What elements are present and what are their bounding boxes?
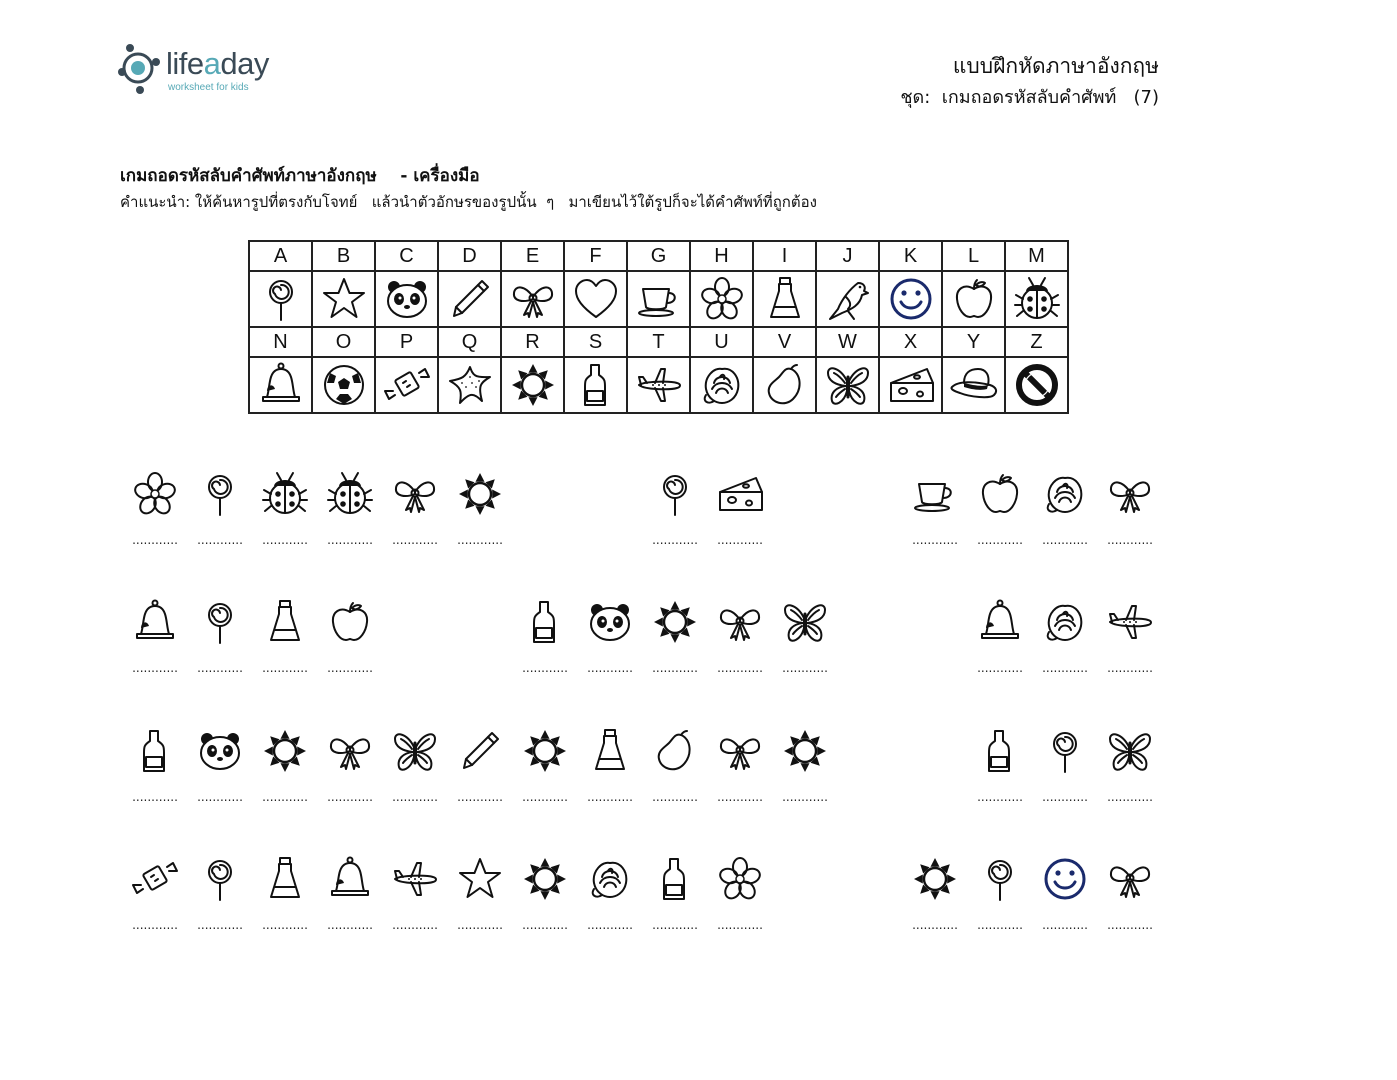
rose-icon [586, 855, 634, 903]
answer-blank[interactable]: ............ [457, 790, 503, 804]
puzzle-cell [710, 470, 770, 570]
butterfly-icon [391, 727, 439, 775]
answer-blank[interactable]: ............ [457, 533, 503, 547]
puzzle-cell [515, 598, 575, 698]
answer-blank[interactable]: ............ [587, 918, 633, 932]
puzzle-cell [970, 727, 1030, 827]
apple-icon [950, 275, 998, 323]
puzzle-cell [580, 855, 640, 955]
lollipop-icon [196, 855, 244, 903]
mango-icon [761, 361, 809, 409]
logo-wordmark: lifeaday [166, 46, 269, 81]
key-picture-x [879, 357, 942, 413]
key-picture-y [942, 357, 1005, 413]
puzzle-cell [1035, 598, 1095, 698]
key-picture-r [501, 357, 564, 413]
bow-icon [716, 727, 764, 775]
key-picture-s [564, 357, 627, 413]
lollipop-icon [651, 470, 699, 518]
key-letter-w: W [816, 327, 879, 357]
sun-icon [521, 855, 569, 903]
cheese-icon [716, 470, 764, 518]
bow-icon [1106, 470, 1154, 518]
panda-icon [586, 598, 634, 646]
key-picture-i [753, 271, 816, 327]
answer-blank[interactable]: ............ [1042, 918, 1088, 932]
puzzle-cell [320, 855, 380, 955]
smiley-icon [887, 275, 935, 323]
sun-icon [509, 361, 557, 409]
no-sign-icon [1013, 361, 1061, 409]
puzzle-cell [385, 727, 445, 827]
puzzle-cell [190, 470, 250, 570]
key-letter-x: X [879, 327, 942, 357]
puzzle-cell [125, 470, 185, 570]
pencil-icon [446, 275, 494, 323]
answer-blank[interactable]: ............ [327, 661, 373, 675]
key-letter-t: T [627, 327, 690, 357]
apple-icon [976, 470, 1024, 518]
lollipop-icon [257, 275, 305, 323]
bow-icon [326, 727, 374, 775]
answer-blank[interactable]: ............ [652, 790, 698, 804]
puzzle-cell [255, 470, 315, 570]
puzzle-cell [255, 727, 315, 827]
answer-blank[interactable]: ............ [262, 790, 308, 804]
key-letter-p: P [375, 327, 438, 357]
answer-blank[interactable]: ............ [977, 918, 1023, 932]
candy-icon [131, 855, 179, 903]
flower-icon [716, 855, 764, 903]
key-letter-c: C [375, 241, 438, 271]
sun-icon [911, 855, 959, 903]
flower-icon [131, 470, 179, 518]
bow-icon [509, 275, 557, 323]
key-picture-h [690, 271, 753, 327]
mango-icon [651, 727, 699, 775]
butterfly-icon [824, 361, 872, 409]
puzzle-cell [710, 855, 770, 955]
logo [116, 42, 306, 98]
bottle-icon [976, 727, 1024, 775]
puzzle-cell [775, 727, 835, 827]
answer-blank[interactable]: ............ [197, 661, 243, 675]
answer-blank[interactable]: ............ [1107, 533, 1153, 547]
candy-icon [383, 361, 431, 409]
key-picture-e [501, 271, 564, 327]
apple-icon [326, 598, 374, 646]
key-picture-p [375, 357, 438, 413]
cipher-key-table [248, 240, 1069, 414]
answer-blank[interactable]: ............ [1107, 661, 1153, 675]
answer-blank[interactable]: ............ [652, 533, 698, 547]
logo-mark-icon [116, 42, 166, 98]
key-letter-h: H [690, 241, 753, 271]
sun-icon [261, 727, 309, 775]
answer-blank[interactable]: ............ [132, 790, 178, 804]
lollipop-icon [196, 598, 244, 646]
key-picture-c [375, 271, 438, 327]
answer-blank[interactable]: ............ [197, 918, 243, 932]
key-picture-z [1005, 357, 1068, 413]
key-picture-row [249, 357, 1068, 413]
answer-blank[interactable]: ............ [1042, 790, 1088, 804]
key-letter-row [249, 327, 1068, 357]
sun-icon [781, 727, 829, 775]
puzzle-cell [905, 855, 965, 955]
bell-icon [326, 855, 374, 903]
key-letter-b: B [312, 241, 375, 271]
answer-blank[interactable]: ............ [1107, 790, 1153, 804]
puzzle-cell [1100, 727, 1160, 827]
key-letter-i: I [753, 241, 816, 271]
key-letter-v: V [753, 327, 816, 357]
bottle-icon [572, 361, 620, 409]
key-picture-k [879, 271, 942, 327]
key-picture-w [816, 357, 879, 413]
puzzle-cell [190, 855, 250, 955]
panda-icon [196, 727, 244, 775]
answer-blank[interactable]: ............ [782, 661, 828, 675]
answer-blank[interactable]: ............ [1042, 661, 1088, 675]
puzzle-cell [970, 855, 1030, 955]
butterfly-icon [781, 598, 829, 646]
key-picture-row [249, 271, 1068, 327]
key-letter-a: A [249, 241, 312, 271]
lollipop-icon [976, 855, 1024, 903]
puzzle-cell [1035, 855, 1095, 955]
sun-icon [651, 598, 699, 646]
rose-icon [1041, 470, 1089, 518]
puzzle-cell [450, 470, 510, 570]
puzzle-cell [320, 598, 380, 698]
puzzle-cell [1100, 855, 1160, 955]
answer-blank[interactable]: ............ [392, 918, 438, 932]
flower-icon [698, 275, 746, 323]
key-letter-u: U [690, 327, 753, 357]
answer-blank[interactable]: ............ [587, 661, 633, 675]
panda-icon [383, 275, 431, 323]
ladybug-icon [326, 470, 374, 518]
key-letter-m: M [1005, 241, 1068, 271]
lollipop-icon [196, 470, 244, 518]
answer-blank[interactable]: ............ [522, 918, 568, 932]
rose-icon [698, 361, 746, 409]
key-letter-q: Q [438, 327, 501, 357]
ladybug-icon [261, 470, 309, 518]
sun-icon [521, 727, 569, 775]
answer-blank[interactable]: ............ [327, 533, 373, 547]
answer-blank[interactable]: ............ [327, 918, 373, 932]
key-picture-g [627, 271, 690, 327]
puzzle-cell [710, 598, 770, 698]
puzzle-cell [190, 598, 250, 698]
answer-blank[interactable]: ............ [327, 790, 373, 804]
puzzle-cell [125, 598, 185, 698]
worksheet-instruction: คำแนะนำ: ให้ค้นหารูปที่ตรงกับโจทย์ แล้วนำตัวอักษรของรูปนั้น ๆ มาเขียนไว้ใต้รูปก็จะได้คำศัพท์ที่ถูกต้อง [120, 193, 817, 211]
answer-blank[interactable]: ............ [717, 790, 763, 804]
answer-blank[interactable]: ............ [1107, 918, 1153, 932]
puzzle-cell [1100, 598, 1160, 698]
puzzle-cell [385, 855, 445, 955]
puzzle-cell [905, 470, 965, 570]
pencil-icon [456, 727, 504, 775]
flask-icon [586, 727, 634, 775]
answer-blank[interactable]: ............ [522, 661, 568, 675]
bottle-icon [521, 598, 569, 646]
answer-blank[interactable]: ............ [717, 918, 763, 932]
flask-icon [261, 598, 309, 646]
answer-blank[interactable]: ............ [1042, 533, 1088, 547]
puzzle-cell [580, 727, 640, 827]
puzzle-cell [710, 727, 770, 827]
key-letter-row [249, 241, 1068, 271]
answer-blank[interactable]: ............ [977, 533, 1023, 547]
key-letter-k: K [879, 241, 942, 271]
answer-blank[interactable]: ............ [977, 661, 1023, 675]
puzzle-cell [1035, 727, 1095, 827]
answer-blank[interactable]: ............ [197, 790, 243, 804]
answer-blank[interactable]: ............ [132, 533, 178, 547]
header-set-line: ชุด: เกมถอดรหัสลับคำศัพท์ (7) [900, 87, 1159, 108]
answer-blank[interactable]: ............ [132, 918, 178, 932]
flask-icon [261, 855, 309, 903]
key-letter-z: Z [1005, 327, 1068, 357]
worksheet-title: เกมถอดรหัสลับคำศัพท์ภาษาอังกฤษ - เครื่องมือ [120, 166, 480, 186]
puzzle-cell [970, 598, 1030, 698]
flask-icon [761, 275, 809, 323]
key-picture-f [564, 271, 627, 327]
puzzle-cell [255, 598, 315, 698]
puzzle-cell [645, 727, 705, 827]
rose-icon [1041, 598, 1089, 646]
answer-blank[interactable]: ............ [457, 918, 503, 932]
puzzle-cell [255, 855, 315, 955]
answer-blank[interactable]: ............ [912, 533, 958, 547]
puzzle-cell [450, 855, 510, 955]
cup-icon [635, 275, 683, 323]
star-icon [320, 275, 368, 323]
plane-icon [635, 361, 683, 409]
sun-icon [456, 470, 504, 518]
answer-blank[interactable]: ............ [392, 533, 438, 547]
puzzle-cell [385, 470, 445, 570]
key-letter-g: G [627, 241, 690, 271]
hat-icon [950, 361, 998, 409]
star-icon [456, 855, 504, 903]
key-picture-b [312, 271, 375, 327]
key-letter-j: J [816, 241, 879, 271]
key-letter-l: L [942, 241, 1005, 271]
answer-blank[interactable]: ............ [782, 790, 828, 804]
puzzle-cell [645, 598, 705, 698]
puzzle-cell [1100, 470, 1160, 570]
logo-tagline: worksheet for kids [168, 82, 249, 93]
key-letter-o: O [312, 327, 375, 357]
plane-icon [1106, 598, 1154, 646]
puzzle-cell [645, 470, 705, 570]
answer-blank[interactable]: ............ [262, 661, 308, 675]
key-picture-q [438, 357, 501, 413]
bell-icon [131, 598, 179, 646]
puzzle-cell [125, 727, 185, 827]
puzzle-cell [645, 855, 705, 955]
answer-blank[interactable]: ............ [392, 790, 438, 804]
answer-blank[interactable]: ............ [587, 790, 633, 804]
puzzle-cell [775, 598, 835, 698]
key-picture-d [438, 271, 501, 327]
key-picture-v [753, 357, 816, 413]
bird-icon [824, 275, 872, 323]
puzzle-cell [580, 598, 640, 698]
key-picture-m [1005, 271, 1068, 327]
bell-icon [257, 361, 305, 409]
puzzle-cell [450, 727, 510, 827]
puzzle-cell [125, 855, 185, 955]
key-picture-l [942, 271, 1005, 327]
cup-icon [911, 470, 959, 518]
answer-blank[interactable]: ............ [977, 790, 1023, 804]
key-picture-j [816, 271, 879, 327]
puzzle-cell [515, 855, 575, 955]
butterfly-icon [1106, 727, 1154, 775]
key-picture-n [249, 357, 312, 413]
bottle-icon [651, 855, 699, 903]
cheese-icon [887, 361, 935, 409]
puzzle-cell [320, 727, 380, 827]
key-picture-u [690, 357, 753, 413]
key-letter-d: D [438, 241, 501, 271]
smiley-icon [1041, 855, 1089, 903]
answer-blank[interactable]: ............ [912, 918, 958, 932]
answer-blank[interactable]: ............ [652, 661, 698, 675]
heart-icon [572, 275, 620, 323]
answer-blank[interactable]: ............ [522, 790, 568, 804]
answer-blank[interactable]: ............ [717, 533, 763, 547]
ball-icon [320, 361, 368, 409]
bottle-icon [131, 727, 179, 775]
puzzle-cell [1035, 470, 1095, 570]
puzzle-cell [515, 727, 575, 827]
key-letter-s: S [564, 327, 627, 357]
puzzle-cell [320, 470, 380, 570]
key-letter-f: F [564, 241, 627, 271]
bow-icon [716, 598, 764, 646]
lollipop-icon [1041, 727, 1089, 775]
starfish-icon [446, 361, 494, 409]
bow-icon [1106, 855, 1154, 903]
ladybug-icon [1013, 275, 1061, 323]
header-title: แบบฝึกหัดภาษาอังกฤษ [952, 54, 1159, 78]
key-letter-r: R [501, 327, 564, 357]
puzzle-cell [190, 727, 250, 827]
key-picture-t [627, 357, 690, 413]
key-letter-y: Y [942, 327, 1005, 357]
bow-icon [391, 470, 439, 518]
answer-blank[interactable]: ............ [132, 661, 178, 675]
key-picture-a [249, 271, 312, 327]
bell-icon [976, 598, 1024, 646]
plane-icon [391, 855, 439, 903]
puzzle-cell [970, 470, 1030, 570]
answer-blank[interactable]: ............ [262, 918, 308, 932]
answer-blank[interactable]: ............ [652, 918, 698, 932]
answer-blank[interactable]: ............ [262, 533, 308, 547]
key-picture-o [312, 357, 375, 413]
answer-blank[interactable]: ............ [717, 661, 763, 675]
key-letter-n: N [249, 327, 312, 357]
key-letter-e: E [501, 241, 564, 271]
answer-blank[interactable]: ............ [197, 533, 243, 547]
